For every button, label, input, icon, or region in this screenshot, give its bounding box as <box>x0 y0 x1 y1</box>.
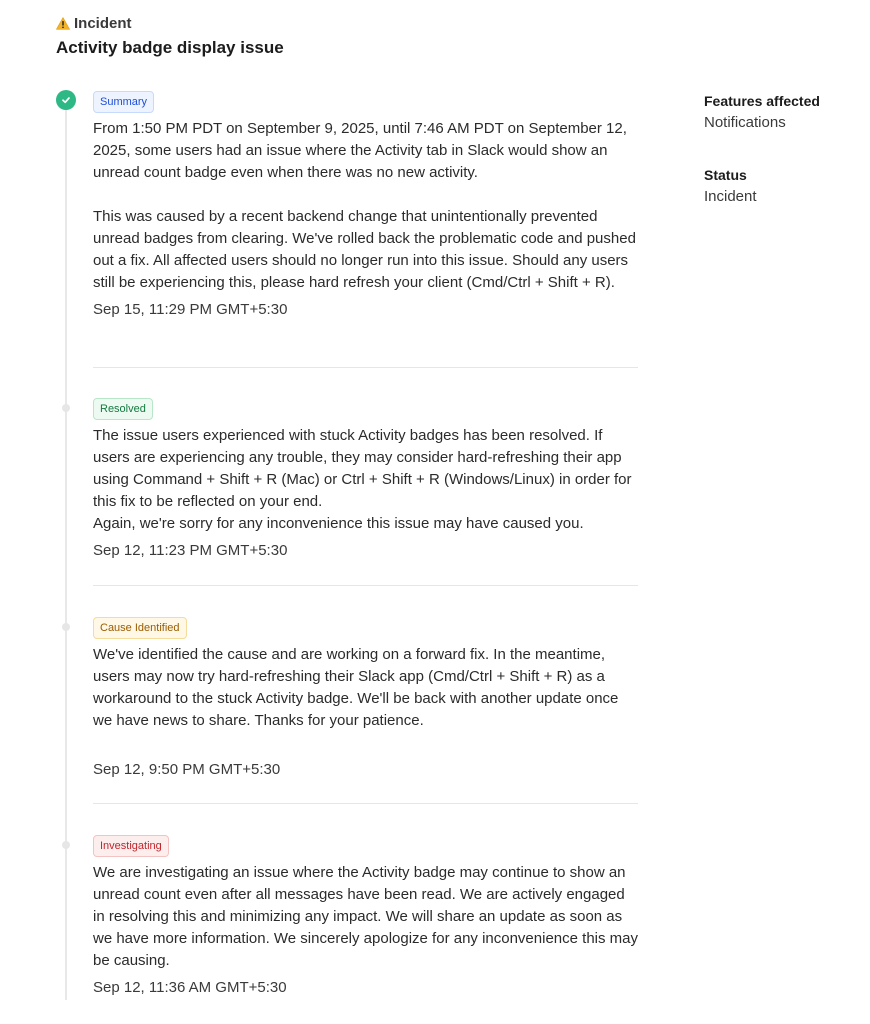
divider <box>93 585 638 586</box>
warning-triangle-icon <box>56 17 70 30</box>
divider <box>93 803 638 804</box>
update-body <box>93 118 638 294</box>
incident-header <box>56 12 284 60</box>
timeline-marker <box>62 404 70 412</box>
update-paragraph: We are investigating an issue where the Activity badge may continue to show an unread count even after all messages have been read. We are actively engaged in resolving this and minimizing any impact. We will share an update as soon as we have more information. We sincerely apologize for any inconvenience this may be causing. <box>93 864 638 969</box>
incident-status <box>704 164 864 208</box>
features-affected-value: Notifications <box>704 114 786 131</box>
incident-sidebar <box>704 90 864 238</box>
incident-kind-label: Incident <box>74 14 132 32</box>
incident-kind <box>56 12 284 34</box>
timeline-marker <box>62 623 70 631</box>
timeline-line <box>65 100 67 1000</box>
status-label: Status <box>704 167 747 183</box>
update-resolved <box>93 398 638 562</box>
update-paragraph: This was caused by a recent backend change that unintentionally prevented unread badges from clearing. We've rolled back the problematic code and pushed out a fix. All affected users should no longer run into this issue. Should any users still be experiencing this, please hard refresh your client (Cmd/Ctrl + Shift + R). <box>93 208 636 291</box>
update-cause-identified <box>93 617 638 781</box>
update-body <box>93 425 638 535</box>
timeline-marker <box>62 841 70 849</box>
update-body <box>93 644 638 754</box>
status-badge: Investigating <box>93 835 169 857</box>
update-timestamp: Sep 12, 9:50 PM GMT+5:30 <box>93 761 281 778</box>
status-value: Incident <box>704 188 757 205</box>
update-investigating <box>93 835 638 999</box>
features-affected <box>704 90 864 134</box>
status-badge: Resolved <box>93 398 153 420</box>
check-circle-icon <box>56 90 76 110</box>
divider <box>93 367 638 368</box>
features-affected-label: Features affected <box>704 93 820 109</box>
status-badge: Summary <box>93 91 154 113</box>
update-timestamp: Sep 12, 11:36 AM GMT+5:30 <box>93 979 287 996</box>
status-badge: Cause Identified <box>93 617 187 639</box>
page-title: Activity badge display issue <box>56 38 284 57</box>
update-paragraph: From 1:50 PM PDT on September 9, 2025, until 7:46 AM PDT on September 12, 2025, some users had an issue where the Activity tab in Slack would show an unread count badge even when there was no new activity. <box>93 120 627 181</box>
update-body <box>93 862 638 972</box>
update-timestamp: Sep 12, 11:23 PM GMT+5:30 <box>93 542 288 559</box>
update-paragraph: The issue users experienced with stuck Activity badges has been resolved. If users are experiencing any trouble, they may consider hard-refreshing their app using Command + Shift + R (Mac) or Ctrl + Shift + R (Windows/Linux) in order for this fix to be reflected on your end. <box>93 427 632 510</box>
update-timestamp: Sep 15, 11:29 PM GMT+5:30 <box>93 301 288 318</box>
update-paragraph: Again, we're sorry for any inconvenience this issue may have caused you. <box>93 515 584 532</box>
update-paragraph: We've identified the cause and are working on a forward fix. In the meantime, users may now try hard-refreshing their Slack app (Cmd/Ctrl + Shift + R) as a workaround to the stuck Activity badge. We'll be back with another update once we have news to share. Thanks for your patience. <box>93 646 619 729</box>
update-summary <box>93 91 638 321</box>
